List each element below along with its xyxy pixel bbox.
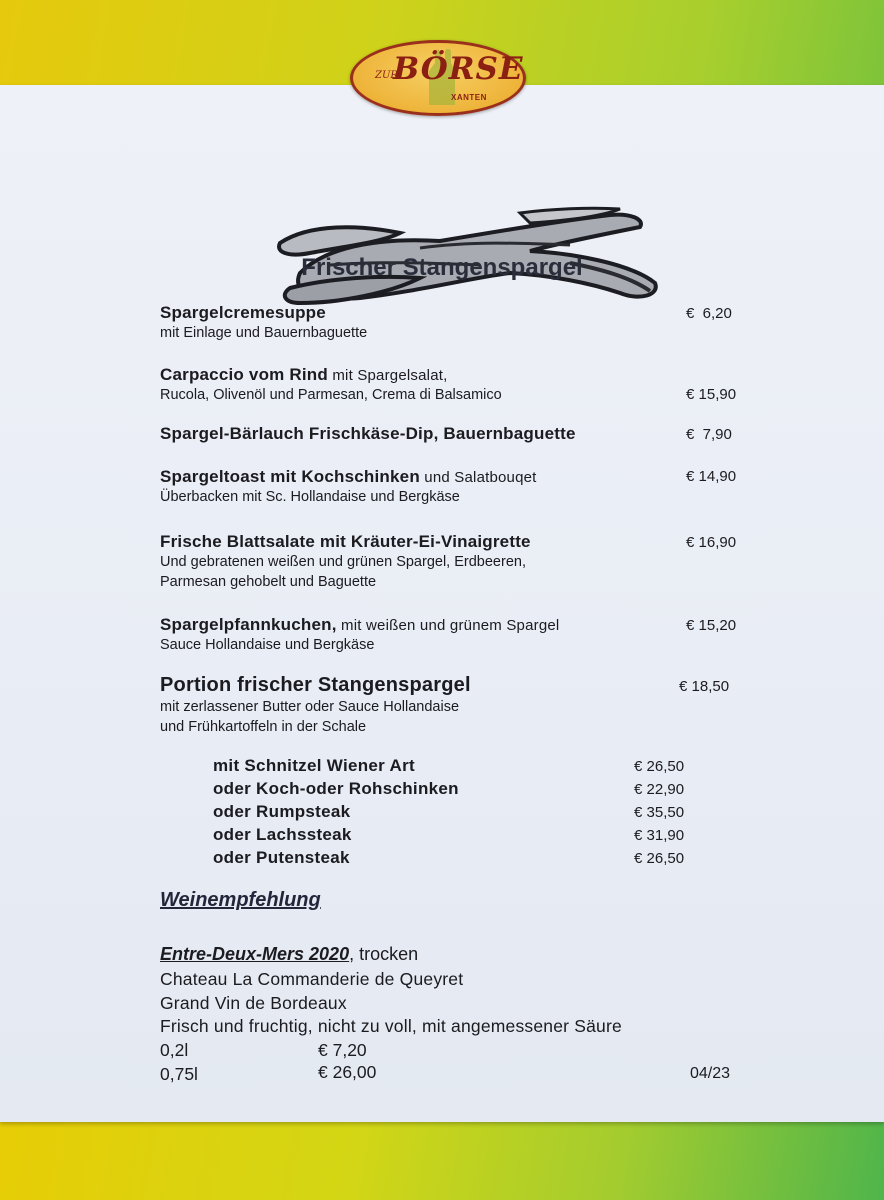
item-desc: Sauce Hollandaise und Bergkäse xyxy=(160,637,375,653)
sub-item-name: oder Rumpsteak xyxy=(213,802,351,821)
sub-item-price: € 26,50 xyxy=(634,758,685,775)
sub-item-name: oder Koch-oder Rohschinken xyxy=(213,779,459,798)
item-price: € 6,20 xyxy=(686,305,732,322)
logo-prefix: ZUR xyxy=(375,70,398,81)
item-desc: Und gebratenen weißen und grünen Spargel, Erdbeeren, xyxy=(160,554,526,570)
item-name: Spargel-Bärlauch Frischkäse-Dip, Bauernbaguette xyxy=(160,424,576,443)
wine-price: € 26,00 xyxy=(318,1062,377,1082)
wine-style: , trocken xyxy=(349,944,419,964)
wine-qty: 0,75l xyxy=(160,1064,198,1084)
sub-item-name: oder Lachssteak xyxy=(213,825,352,844)
item-inline: mit weißen und grünem Spargel xyxy=(336,617,560,634)
item-name: Spargelpfannkuchen, xyxy=(160,615,337,634)
item-desc: mit zerlassener Butter oder Sauce Hollandaise xyxy=(160,699,460,715)
menu-item xyxy=(160,303,680,343)
menu-paper xyxy=(0,85,884,1122)
item-price: € 14,90 xyxy=(686,468,737,485)
item-price: € 16,90 xyxy=(686,534,737,551)
sub-item-price: € 35,50 xyxy=(634,804,685,821)
wine-line: Grand Vin de Bordeaux xyxy=(160,993,347,1013)
sub-item-price: € 26,50 xyxy=(634,850,685,867)
wine-name: Entre-Deux-Mers 2020 xyxy=(160,944,350,964)
item-price: € 15,90 xyxy=(686,386,737,403)
item-name: Spargelcremesuppe xyxy=(160,303,326,322)
item-desc: Überbacken mit Sc. Hollandaise und Bergkäse xyxy=(160,489,460,505)
wine-qty: 0,2l xyxy=(160,1040,189,1060)
boerse-logo xyxy=(350,40,526,116)
item-desc: Rucola, Olivenöl und Parmesan, Crema di Balsamico xyxy=(160,387,502,403)
wine-line: Chateau La Commanderie de Queyret xyxy=(160,969,464,989)
item-name: Spargeltoast mit Kochschinken xyxy=(160,467,420,486)
item-desc: mit Einlage und Bauernbaguette xyxy=(160,325,368,341)
menu-item xyxy=(160,365,680,405)
item-name: Frische Blattsalate mit Kräuter-Ei-Vinaigrette xyxy=(160,532,531,551)
wine-heading: Weinempfehlung xyxy=(160,889,321,911)
item-name: Portion frischer Stangenspargel xyxy=(160,674,471,696)
item-desc: und Frühkartoffeln in der Schale xyxy=(160,719,367,735)
item-inline: und Salatbouqet xyxy=(419,469,537,486)
logo-wordmark: BÖRSE xyxy=(393,51,524,87)
item-price: € 7,90 xyxy=(686,426,732,443)
page-title: Frischer Stangenspargel xyxy=(301,254,583,281)
menu-item xyxy=(160,674,680,737)
item-desc: Parmesan gehobelt und Baguette xyxy=(160,574,377,590)
item-price: € 18,50 xyxy=(679,678,730,695)
wine-title xyxy=(160,944,418,965)
logo-location: XANTEN xyxy=(451,93,487,102)
sub-item-price: € 22,90 xyxy=(634,781,685,798)
sub-item-name: oder Putensteak xyxy=(213,848,350,867)
wine-line: Frisch und fruchtig, nicht zu voll, mit angemessener Säure xyxy=(160,1016,622,1036)
item-price: € 15,20 xyxy=(686,617,737,634)
sub-item-price: € 31,90 xyxy=(634,827,685,844)
menu-date: 04/23 xyxy=(690,1065,731,1082)
menu-item xyxy=(160,532,680,592)
item-inline: mit Spargelsalat, xyxy=(327,367,448,384)
sub-item-name: mit Schnitzel Wiener Art xyxy=(213,756,415,775)
menu-item xyxy=(160,615,680,655)
item-name: Carpaccio vom Rind xyxy=(160,365,328,384)
menu-item xyxy=(160,467,680,507)
menu-item xyxy=(160,424,680,444)
wine-price: € 7,20 xyxy=(318,1040,367,1060)
bottom-color-band xyxy=(0,1122,884,1200)
